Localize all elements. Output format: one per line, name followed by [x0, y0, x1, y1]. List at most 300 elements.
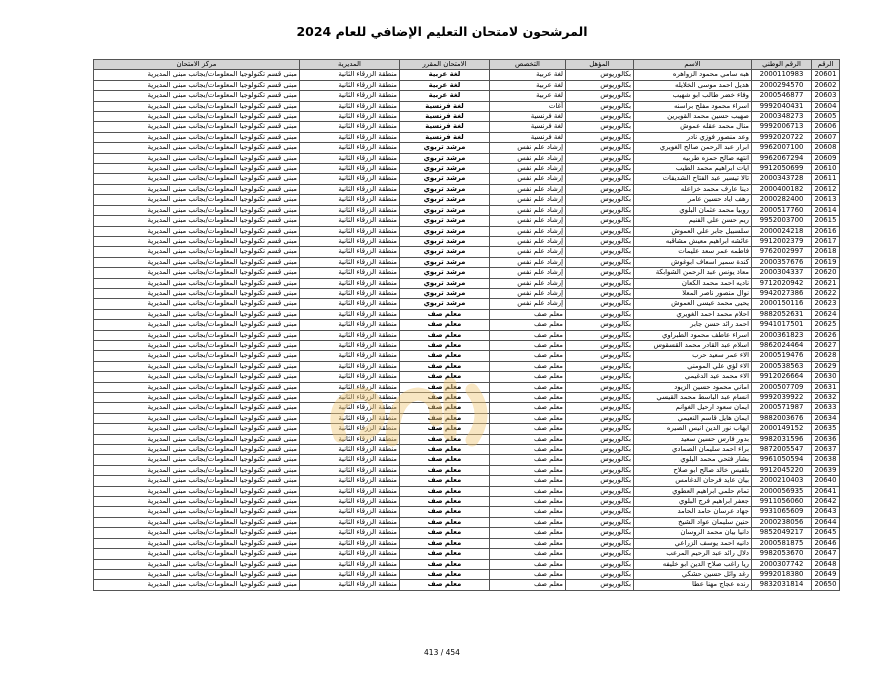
row-qualification-cell: بكالوريوس — [566, 445, 634, 455]
row-qualification-cell: بكالوريوس — [566, 91, 634, 101]
row-specialization-cell: إرشاد علم نفس — [490, 164, 566, 174]
row-number-cell: 20614 — [812, 205, 840, 215]
row-center-cell: مبنى قسم تكنولوجيا المعلومات/بجانب مبنى المديرية — [94, 70, 300, 80]
row-national-id-cell: 2000282400 — [752, 195, 812, 205]
row-specialization-cell: لغة عربية — [490, 80, 566, 90]
row-qualification-cell: بكالوريوس — [566, 538, 634, 548]
row-qualification-cell: بكالوريوس — [566, 70, 634, 80]
row-specialization-cell: إرشاد علم نفس — [490, 236, 566, 246]
row-name-cell: ريم حسن علي الفنيم — [634, 216, 752, 226]
table-row — [94, 174, 840, 184]
row-center-cell: مبنى قسم تكنولوجيا المعلومات/بجانب مبنى المديرية — [94, 486, 300, 496]
row-specialization-cell: معلم صف — [490, 330, 566, 340]
row-number-cell: 20635 — [812, 424, 840, 434]
row-specialization-cell: معلم صف — [490, 549, 566, 559]
row-national-id-cell: 9982031596 — [752, 434, 812, 444]
row-directorate-cell: منطقة الزرقاء الثانية — [300, 528, 400, 538]
row-qualification-cell: بكالوريوس — [566, 465, 634, 475]
table-row — [94, 445, 840, 455]
row-specialization-cell: معلم صف — [490, 403, 566, 413]
row-number-cell: 20607 — [812, 132, 840, 142]
row-specialization-cell: معلم صف — [490, 361, 566, 371]
row-specialization-cell: إرشاد علم نفس — [490, 257, 566, 267]
row-national-id-cell: 2000357676 — [752, 257, 812, 267]
row-number-cell: 20612 — [812, 184, 840, 194]
row-exam-cell: مرشد تربوي — [400, 143, 490, 153]
row-center-cell: مبنى قسم تكنولوجيا المعلومات/بجانب مبنى المديرية — [94, 132, 300, 142]
col-header-specialization: التخصص — [490, 60, 566, 70]
row-directorate-cell: منطقة الزرقاء الثانية — [300, 70, 400, 80]
row-national-id-cell: 9712020942 — [752, 278, 812, 288]
row-center-cell: مبنى قسم تكنولوجيا المعلومات/بجانب مبنى المديرية — [94, 101, 300, 111]
row-specialization-cell: معلم صف — [490, 372, 566, 382]
row-center-cell: مبنى قسم تكنولوجيا المعلومات/بجانب مبنى المديرية — [94, 465, 300, 475]
table-row — [94, 434, 840, 444]
row-number-cell: 20627 — [812, 340, 840, 350]
row-exam-cell: معلم صف — [400, 340, 490, 350]
row-specialization-cell: إرشاد علم نفس — [490, 299, 566, 309]
row-exam-cell: مرشد تربوي — [400, 236, 490, 246]
row-center-cell: مبنى قسم تكنولوجيا المعلومات/بجانب مبنى المديرية — [94, 507, 300, 517]
candidates-table — [93, 59, 840, 591]
row-number-cell: 20647 — [812, 549, 840, 559]
row-center-cell: مبنى قسم تكنولوجيا المعلومات/بجانب مبنى المديرية — [94, 174, 300, 184]
row-name-cell: انتهه صالح حمزه طربيه — [634, 153, 752, 163]
row-number-cell: 20648 — [812, 559, 840, 569]
row-qualification-cell: بكالوريوس — [566, 580, 634, 590]
row-qualification-cell: بكالوريوس — [566, 226, 634, 236]
row-exam-cell: معلم صف — [400, 517, 490, 527]
row-name-cell: ريا راغب صلاح الدين ابو خليفه — [634, 559, 752, 569]
row-center-cell: مبنى قسم تكنولوجيا المعلومات/بجانب مبنى المديرية — [94, 278, 300, 288]
row-exam-cell: مرشد تربوي — [400, 174, 490, 184]
row-directorate-cell: منطقة الزرقاء الثانية — [300, 340, 400, 350]
row-number-cell: 20603 — [812, 91, 840, 101]
row-directorate-cell: منطقة الزرقاء الثانية — [300, 382, 400, 392]
row-specialization-cell: لغة فرنسية — [490, 122, 566, 132]
row-specialization-cell: إرشاد علم نفس — [490, 268, 566, 278]
row-exam-cell: مرشد تربوي — [400, 288, 490, 298]
row-directorate-cell: منطقة الزرقاء الثانية — [300, 393, 400, 403]
row-national-id-cell: 9992018380 — [752, 569, 812, 579]
row-number-cell: 20634 — [812, 413, 840, 423]
row-name-cell: هديل احمد موسى الخلايله — [634, 80, 752, 90]
row-national-id-cell: 2000149152 — [752, 424, 812, 434]
row-center-cell: مبنى قسم تكنولوجيا المعلومات/بجانب مبنى المديرية — [94, 455, 300, 465]
table-row — [94, 340, 840, 350]
row-qualification-cell: بكالوريوس — [566, 559, 634, 569]
row-specialization-cell: إرشاد علم نفس — [490, 278, 566, 288]
row-qualification-cell: بكالوريوس — [566, 216, 634, 226]
table-row — [94, 195, 840, 205]
row-national-id-cell: 9882003676 — [752, 413, 812, 423]
row-specialization-cell: لغة عربية — [490, 91, 566, 101]
row-directorate-cell: منطقة الزرقاء الثانية — [300, 80, 400, 90]
table-body — [94, 70, 840, 590]
row-qualification-cell: بكالوريوس — [566, 476, 634, 486]
row-center-cell: مبنى قسم تكنولوجيا المعلومات/بجانب مبنى المديرية — [94, 538, 300, 548]
row-specialization-cell: معلم صف — [490, 434, 566, 444]
row-qualification-cell: بكالوريوس — [566, 299, 634, 309]
row-name-cell: انسام عبد الباسط محمد القيسي — [634, 393, 752, 403]
table-row — [94, 507, 840, 517]
row-qualification-cell: بكالوريوس — [566, 132, 634, 142]
row-specialization-cell: معلم صف — [490, 559, 566, 569]
table-row — [94, 424, 840, 434]
row-directorate-cell: منطقة الزرقاء الثانية — [300, 517, 400, 527]
row-specialization-cell: معلم صف — [490, 424, 566, 434]
row-exam-cell: لغة عربية — [400, 91, 490, 101]
row-qualification-cell: بكالوريوس — [566, 486, 634, 496]
row-qualification-cell: بكالوريوس — [566, 434, 634, 444]
row-name-cell: عائشه ابراهيم معيش مشاقبه — [634, 236, 752, 246]
table-row — [94, 143, 840, 153]
row-specialization-cell: معلم صف — [490, 486, 566, 496]
row-name-cell: ايمان سعود ارحيل الغوانم — [634, 403, 752, 413]
row-specialization-cell: معلم صف — [490, 538, 566, 548]
row-national-id-cell: 2000238056 — [752, 517, 812, 527]
row-national-id-cell: 9912026664 — [752, 372, 812, 382]
row-center-cell: مبنى قسم تكنولوجيا المعلومات/بجانب مبنى المديرية — [94, 184, 300, 194]
row-center-cell: مبنى قسم تكنولوجيا المعلومات/بجانب مبنى المديرية — [94, 476, 300, 486]
row-exam-cell: مرشد تربوي — [400, 195, 490, 205]
table-row — [94, 164, 840, 174]
row-number-cell: 20620 — [812, 268, 840, 278]
row-number-cell: 20626 — [812, 330, 840, 340]
table-row — [94, 236, 840, 246]
row-exam-cell: معلم صف — [400, 309, 490, 319]
row-national-id-cell: 2000361823 — [752, 330, 812, 340]
row-national-id-cell: 2000304337 — [752, 268, 812, 278]
row-specialization-cell: إرشاد علم نفس — [490, 216, 566, 226]
row-qualification-cell: بكالوريوس — [566, 195, 634, 205]
row-number-cell: 20610 — [812, 164, 840, 174]
row-number-cell: 20625 — [812, 320, 840, 330]
row-name-cell: سلسبيل جابر علي العموش — [634, 226, 752, 236]
table-row — [94, 247, 840, 257]
row-directorate-cell: منطقة الزرقاء الثانية — [300, 486, 400, 496]
row-directorate-cell: منطقة الزرقاء الثانية — [300, 164, 400, 174]
row-national-id-cell: 2000571987 — [752, 403, 812, 413]
row-qualification-cell: بكالوريوس — [566, 517, 634, 527]
row-name-cell: جعفر ابراهيم فرج البلوي — [634, 497, 752, 507]
row-directorate-cell: منطقة الزرقاء الثانية — [300, 424, 400, 434]
row-center-cell: مبنى قسم تكنولوجيا المعلومات/بجانب مبنى المديرية — [94, 517, 300, 527]
col-header-exam: الامتحان المقرر — [400, 60, 490, 70]
row-number-cell: 20650 — [812, 580, 840, 590]
row-name-cell: اماني محمود حسين الزيود — [634, 382, 752, 392]
row-center-cell: مبنى قسم تكنولوجيا المعلومات/بجانب مبنى المديرية — [94, 288, 300, 298]
table-row — [94, 528, 840, 538]
row-national-id-cell: 9962007100 — [752, 143, 812, 153]
row-number-cell: 20630 — [812, 372, 840, 382]
row-name-cell: يحيى محمد عيسى العموش — [634, 299, 752, 309]
table-row — [94, 538, 840, 548]
row-center-cell: مبنى قسم تكنولوجيا المعلومات/بجانب مبنى المديرية — [94, 434, 300, 444]
row-qualification-cell: بكالوريوس — [566, 455, 634, 465]
row-qualification-cell: بكالوريوس — [566, 184, 634, 194]
row-national-id-cell: 2000024218 — [752, 226, 812, 236]
row-number-cell: 20632 — [812, 393, 840, 403]
row-directorate-cell: منطقة الزرقاء الثانية — [300, 195, 400, 205]
row-exam-cell: معلم صف — [400, 330, 490, 340]
row-name-cell: رهف اياد حسين عامر — [634, 195, 752, 205]
row-specialization-cell: إرشاد علم نفس — [490, 195, 566, 205]
header-row — [94, 60, 840, 70]
row-directorate-cell: منطقة الزرقاء الثانية — [300, 184, 400, 194]
table-row — [94, 216, 840, 226]
row-directorate-cell: منطقة الزرقاء الثانية — [300, 309, 400, 319]
row-exam-cell: معلم صف — [400, 507, 490, 517]
row-directorate-cell: منطقة الزرقاء الثانية — [300, 476, 400, 486]
row-number-cell: 20638 — [812, 455, 840, 465]
row-name-cell: منال محمد عقله عموش — [634, 122, 752, 132]
row-qualification-cell: بكالوريوس — [566, 351, 634, 361]
table-row — [94, 413, 840, 423]
row-directorate-cell: منطقة الزرقاء الثانية — [300, 91, 400, 101]
row-national-id-cell: 9862024464 — [752, 340, 812, 350]
row-name-cell: الاء لؤي علي المومني — [634, 361, 752, 371]
row-exam-cell: معلم صف — [400, 559, 490, 569]
row-specialization-cell: معلم صف — [490, 309, 566, 319]
row-center-cell: مبنى قسم تكنولوجيا المعلومات/بجانب مبنى المديرية — [94, 372, 300, 382]
row-number-cell: 20608 — [812, 143, 840, 153]
row-national-id-cell: 2000343728 — [752, 174, 812, 184]
row-exam-cell: مرشد تربوي — [400, 205, 490, 215]
row-number-cell: 20621 — [812, 278, 840, 288]
row-name-cell: وعد منصور فوزي نادر — [634, 132, 752, 142]
row-number-cell: 20645 — [812, 528, 840, 538]
row-national-id-cell: 9872005547 — [752, 445, 812, 455]
row-center-cell: مبنى قسم تكنولوجيا المعلومات/بجانب مبنى المديرية — [94, 382, 300, 392]
row-directorate-cell: منطقة الزرقاء الثانية — [300, 330, 400, 340]
row-number-cell: 20618 — [812, 247, 840, 257]
table-row — [94, 361, 840, 371]
row-national-id-cell: 9941017501 — [752, 320, 812, 330]
row-exam-cell: معلم صف — [400, 382, 490, 392]
table-row — [94, 382, 840, 392]
row-qualification-cell: بكالوريوس — [566, 247, 634, 257]
table-row — [94, 517, 840, 527]
row-qualification-cell: بكالوريوس — [566, 507, 634, 517]
row-national-id-cell: 9912045220 — [752, 465, 812, 475]
row-directorate-cell: منطقة الزرقاء الثانية — [300, 257, 400, 267]
row-specialization-cell: إرشاد علم نفس — [490, 288, 566, 298]
row-number-cell: 20643 — [812, 507, 840, 517]
col-header-national-id: الرقم الوطني — [752, 60, 812, 70]
table-row — [94, 288, 840, 298]
row-name-cell: صهيب حسين محمد القويرين — [634, 112, 752, 122]
row-specialization-cell: آغات — [490, 101, 566, 111]
row-national-id-cell: 9992006713 — [752, 122, 812, 132]
row-center-cell: مبنى قسم تكنولوجيا المعلومات/بجانب مبنى المديرية — [94, 403, 300, 413]
row-name-cell: احلام محمد احمد الغويري — [634, 309, 752, 319]
col-header-name: الاسم — [634, 60, 752, 70]
row-exam-cell: مرشد تربوي — [400, 216, 490, 226]
row-directorate-cell: منطقة الزرقاء الثانية — [300, 507, 400, 517]
row-center-cell: مبنى قسم تكنولوجيا المعلومات/بجانب مبنى المديرية — [94, 205, 300, 215]
row-number-cell: 20628 — [812, 351, 840, 361]
row-exam-cell: معلم صف — [400, 528, 490, 538]
row-national-id-cell: 2000110983 — [752, 70, 812, 80]
row-qualification-cell: بكالوريوس — [566, 403, 634, 413]
row-national-id-cell: 2000210403 — [752, 476, 812, 486]
row-name-cell: اسراء محمود مفلح براسنه — [634, 101, 752, 111]
row-directorate-cell: منطقة الزرقاء الثانية — [300, 538, 400, 548]
table-row — [94, 278, 840, 288]
row-name-cell: رنده عجاج مهنا عطا — [634, 580, 752, 590]
row-exam-cell: مرشد تربوي — [400, 268, 490, 278]
row-specialization-cell: معلم صف — [490, 393, 566, 403]
row-name-cell: تالا تيسير عبد الفتاح الشديفات — [634, 174, 752, 184]
row-center-cell: مبنى قسم تكنولوجيا المعلومات/بجانب مبنى المديرية — [94, 569, 300, 579]
row-national-id-cell: 2000307742 — [752, 559, 812, 569]
row-specialization-cell: معلم صف — [490, 497, 566, 507]
row-national-id-cell: 9992039922 — [752, 393, 812, 403]
row-directorate-cell: منطقة الزرقاء الثانية — [300, 403, 400, 413]
row-number-cell: 20639 — [812, 465, 840, 475]
row-exam-cell: لغة عربية — [400, 80, 490, 90]
row-exam-cell: لغة فرنسية — [400, 101, 490, 111]
table-row — [94, 569, 840, 579]
row-national-id-cell: 9942027386 — [752, 288, 812, 298]
row-national-id-cell: 2000348273 — [752, 112, 812, 122]
row-specialization-cell: إرشاد علم نفس — [490, 184, 566, 194]
row-name-cell: الاء محمد عيد الدغيمي — [634, 372, 752, 382]
row-national-id-cell: 9762002997 — [752, 247, 812, 257]
table-row — [94, 132, 840, 142]
table-row — [94, 122, 840, 132]
row-number-cell: 20644 — [812, 517, 840, 527]
row-national-id-cell: 9912050699 — [752, 164, 812, 174]
row-national-id-cell: 2000581875 — [752, 538, 812, 548]
row-directorate-cell: منطقة الزرقاء الثانية — [300, 153, 400, 163]
row-number-cell: 20631 — [812, 382, 840, 392]
row-qualification-cell: بكالوريوس — [566, 549, 634, 559]
row-national-id-cell: 9882052631 — [752, 309, 812, 319]
row-name-cell: نوال منصور ناصر المعلا — [634, 288, 752, 298]
row-directorate-cell: منطقة الزرقاء الثانية — [300, 455, 400, 465]
row-number-cell: 20609 — [812, 153, 840, 163]
row-number-cell: 20641 — [812, 486, 840, 496]
row-national-id-cell: 2000056935 — [752, 486, 812, 496]
row-specialization-cell: معلم صف — [490, 445, 566, 455]
row-specialization-cell: إرشاد علم نفس — [490, 143, 566, 153]
row-center-cell: مبنى قسم تكنولوجيا المعلومات/بجانب مبنى المديرية — [94, 445, 300, 455]
row-exam-cell: مرشد تربوي — [400, 184, 490, 194]
row-national-id-cell: 9982053670 — [752, 549, 812, 559]
row-national-id-cell: 2000517760 — [752, 205, 812, 215]
table-row — [94, 112, 840, 122]
row-center-cell: مبنى قسم تكنولوجيا المعلومات/بجانب مبنى المديرية — [94, 351, 300, 361]
row-exam-cell: مرشد تربوي — [400, 153, 490, 163]
table-row — [94, 257, 840, 267]
row-name-cell: حنين سليمان عواد الشيخ — [634, 517, 752, 527]
row-name-cell: روبيا محمد عثمان البلوي — [634, 205, 752, 215]
row-national-id-cell: 9832031814 — [752, 580, 812, 590]
row-exam-cell: معلم صف — [400, 393, 490, 403]
row-directorate-cell: منطقة الزرقاء الثانية — [300, 465, 400, 475]
row-number-cell: 20646 — [812, 538, 840, 548]
table-row — [94, 330, 840, 340]
table-row — [94, 351, 840, 361]
row-number-cell: 20613 — [812, 195, 840, 205]
row-name-cell: دانيا بيان محمد الروسان — [634, 528, 752, 538]
row-exam-cell: مرشد تربوي — [400, 247, 490, 257]
row-qualification-cell: بكالوريوس — [566, 174, 634, 184]
row-specialization-cell: لغة فرنسية — [490, 112, 566, 122]
row-specialization-cell: إرشاد علم نفس — [490, 247, 566, 257]
row-directorate-cell: منطقة الزرقاء الثانية — [300, 559, 400, 569]
row-exam-cell: مرشد تربوي — [400, 278, 490, 288]
row-qualification-cell: بكالوريوس — [566, 278, 634, 288]
row-exam-cell: لغة فرنسية — [400, 132, 490, 142]
row-exam-cell: مرشد تربوي — [400, 299, 490, 309]
row-directorate-cell: منطقة الزرقاء الثانية — [300, 278, 400, 288]
row-exam-cell: معلم صف — [400, 497, 490, 507]
row-specialization-cell: لغة فرنسية — [490, 132, 566, 142]
row-national-id-cell: 9911056060 — [752, 497, 812, 507]
row-number-cell: 20604 — [812, 101, 840, 111]
row-exam-cell: لغة فرنسية — [400, 112, 490, 122]
table-row — [94, 580, 840, 590]
row-center-cell: مبنى قسم تكنولوجيا المعلومات/بجانب مبنى المديرية — [94, 549, 300, 559]
row-exam-cell: معلم صف — [400, 549, 490, 559]
row-qualification-cell: بكالوريوس — [566, 80, 634, 90]
col-header-number: الرقم — [812, 60, 840, 70]
row-number-cell: 20605 — [812, 112, 840, 122]
table-row — [94, 549, 840, 559]
row-specialization-cell: معلم صف — [490, 465, 566, 475]
row-national-id-cell: 2000538563 — [752, 361, 812, 371]
row-directorate-cell: منطقة الزرقاء الثانية — [300, 216, 400, 226]
page-number: 413 / 454 — [424, 648, 460, 657]
row-name-cell: تمام حلمي ابراهيم العطوي — [634, 486, 752, 496]
row-qualification-cell: بكالوريوس — [566, 101, 634, 111]
row-qualification-cell: بكالوريوس — [566, 528, 634, 538]
table-row — [94, 465, 840, 475]
row-qualification-cell: بكالوريوس — [566, 143, 634, 153]
row-exam-cell: معلم صف — [400, 372, 490, 382]
row-national-id-cell: 9852049217 — [752, 528, 812, 538]
row-center-cell: مبنى قسم تكنولوجيا المعلومات/بجانب مبنى المديرية — [94, 91, 300, 101]
row-number-cell: 20606 — [812, 122, 840, 132]
table-row — [94, 476, 840, 486]
row-center-cell: مبنى قسم تكنولوجيا المعلومات/بجانب مبنى المديرية — [94, 580, 300, 590]
col-header-qualification: المؤهل — [566, 60, 634, 70]
row-name-cell: اسلام عبد القادر محمد القسقوس — [634, 340, 752, 350]
row-center-cell: مبنى قسم تكنولوجيا المعلومات/بجانب مبنى المديرية — [94, 309, 300, 319]
table-row — [94, 486, 840, 496]
row-qualification-cell: بكالوريوس — [566, 164, 634, 174]
row-center-cell: مبنى قسم تكنولوجيا المعلومات/بجانب مبنى المديرية — [94, 497, 300, 507]
row-national-id-cell: 2000507709 — [752, 382, 812, 392]
row-exam-cell: معلم صف — [400, 424, 490, 434]
row-qualification-cell: بكالوريوس — [566, 330, 634, 340]
row-directorate-cell: منطقة الزرقاء الثانية — [300, 299, 400, 309]
table-row — [94, 101, 840, 111]
row-directorate-cell: منطقة الزرقاء الثانية — [300, 580, 400, 590]
row-name-cell: الاء عمر سعيد حرب — [634, 351, 752, 361]
row-number-cell: 20642 — [812, 497, 840, 507]
row-directorate-cell: منطقة الزرقاء الثانية — [300, 413, 400, 423]
row-center-cell: مبنى قسم تكنولوجيا المعلومات/بجانب مبنى المديرية — [94, 320, 300, 330]
row-national-id-cell: 9912002379 — [752, 236, 812, 246]
row-national-id-cell: 9931065609 — [752, 507, 812, 517]
row-directorate-cell: منطقة الزرقاء الثانية — [300, 122, 400, 132]
row-specialization-cell: معلم صف — [490, 528, 566, 538]
row-center-cell: مبنى قسم تكنولوجيا المعلومات/بجانب مبنى المديرية — [94, 122, 300, 132]
